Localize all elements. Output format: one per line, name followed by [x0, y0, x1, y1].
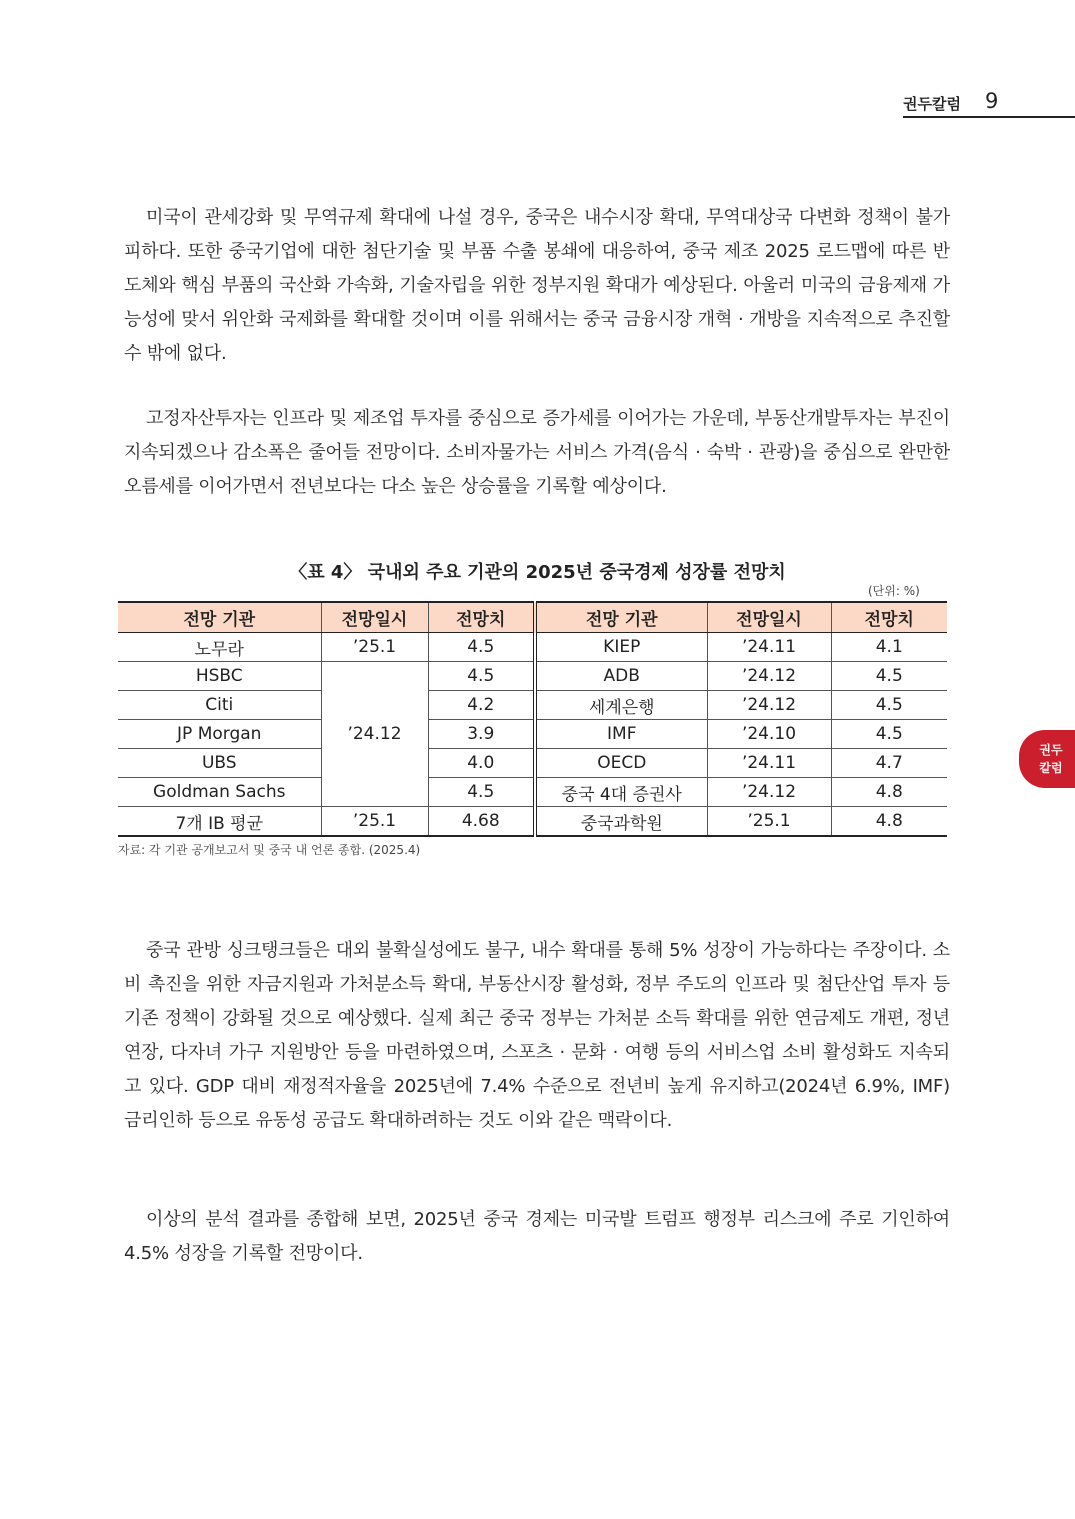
- left-org-cell: Citi: [118, 691, 321, 720]
- section-side-tab[interactable]: [1019, 730, 1075, 788]
- table-row: [118, 749, 947, 778]
- left-org-cell: HSBC: [118, 662, 321, 691]
- right-org-cell: IMF: [535, 720, 707, 749]
- right-value-cell: 4.5: [831, 691, 947, 720]
- side-tab-label-line2: 칼럼: [1039, 761, 1063, 775]
- right-date-cell: ’24.11: [707, 749, 831, 778]
- table-row: [118, 662, 947, 691]
- right-value-cell: 4.8: [831, 807, 947, 837]
- right-value-cell: 4.5: [831, 662, 947, 691]
- right-org-cell: 중국 4대 증권사: [535, 778, 707, 807]
- left-org-cell: JP Morgan: [118, 720, 321, 749]
- header-left-org: 전망 기관: [118, 602, 321, 633]
- table-row: [118, 691, 947, 720]
- table-header-row: [118, 602, 947, 633]
- header-right-date: 전망일시: [707, 602, 831, 633]
- growth-forecast-table: [118, 601, 947, 837]
- header-left-value: 전망치: [428, 602, 535, 633]
- header-right-value: 전망치: [831, 602, 947, 633]
- right-org-cell: 중국과학원: [535, 807, 707, 837]
- paragraph-trade-policy: 미국이 관세강화 및 무역규제 확대에 나설 경우, 중국은 내수시장 확대, 무역대상국 다변화 정책이 불가피하다. 또한 중국기업에 대한 첨단기술 및 부품 수출 봉쇄에 대응하여, 중국 제조 2025 로드맵에 따른 반도체와 핵심 부품의 국산화 가속화, 기술자립을 위한 정부지원 확대가 예상된다. 아울러 미국의 금융제재 가능성에 맞서 위안화 국제화를 확대할 것이며 이를 위해서는 중국 금융시장 개혁 · 개방을 지속적으로 추진할 수 밖에 없다.: [124, 207, 950, 364]
- right-org-cell: ADB: [535, 662, 707, 691]
- left-value-cell: 4.5: [428, 778, 535, 807]
- left-value-cell: 4.5: [428, 633, 535, 662]
- right-date-cell: ’24.12: [707, 778, 831, 807]
- left-value-cell: 4.68: [428, 807, 535, 837]
- right-value-cell: 4.1: [831, 633, 947, 662]
- left-date-cell: ’25.1: [321, 633, 428, 662]
- right-value-cell: 4.5: [831, 720, 947, 749]
- right-date-cell: ’25.1: [707, 807, 831, 837]
- table-source: 자료: 각 기관 공개보고서 및 중국 내 언론 종합. (2025.4): [118, 843, 421, 857]
- paragraph-think-tank-view: 중국 관방 싱크탱크들은 대외 불확실성에도 불구, 내수 확대를 통해 5% 성장이 가능하다는 주장이다. 소비 촉진을 위한 자금지원과 가처분소득 확대, 부동산시장 활성화, 정부 주도의 인프라 및 첨단산업 투자 등 기존 정책이 강화될 것으로 예상했다. 실제 최근 중국 정부는 가처분 소득 확대를 위한 연금제도 개편, 정년 연장, 다자녀 가구 지원방안 등을 마련하였으며, 스포츠 · 문화 · 여행 등의 서비스업 소비 활성화도 지속되고 있다. GDP 대비 재정적자율을 2025년에 7.4% 수준으로 전년비 높게 유지하고(2024년 6.9%, IMF) 금리인하 등으로 유동성 공급도 확대하려하는 것도 이와 같은 맥락이다.: [124, 940, 950, 1131]
- right-value-cell: 4.8: [831, 778, 947, 807]
- right-date-cell: ’24.10: [707, 720, 831, 749]
- page-header: [903, 90, 1075, 118]
- table-row: [118, 633, 947, 662]
- right-org-cell: OECD: [535, 749, 707, 778]
- right-date-cell: ’24.12: [707, 691, 831, 720]
- header-right-org: 전망 기관: [535, 602, 707, 633]
- left-org-cell: Goldman Sachs: [118, 778, 321, 807]
- right-value-cell: 4.7: [831, 749, 947, 778]
- left-org-cell: 노무라: [118, 633, 321, 662]
- table-unit: (단위: %): [868, 584, 920, 598]
- right-date-cell: ’24.11: [707, 633, 831, 662]
- table-title: 〈표 4〉 국내외 주요 기관의 2025년 중국경제 성장률 전망치: [289, 562, 786, 583]
- left-date-merged-cell: ’24.12: [321, 662, 428, 807]
- table-row: [118, 778, 947, 807]
- left-value-cell: 4.0: [428, 749, 535, 778]
- left-date-cell: ’25.1: [321, 807, 428, 837]
- right-org-cell: 세계은행: [535, 691, 707, 720]
- column-title: 권두칼럼: [903, 95, 961, 113]
- left-value-cell: 4.5: [428, 662, 535, 691]
- side-tab-label-line1: 권두: [1039, 743, 1063, 757]
- table-row: [118, 807, 947, 837]
- right-org-cell: KIEP: [535, 633, 707, 662]
- page-number: 9: [985, 89, 999, 113]
- left-value-cell: 3.9: [428, 720, 535, 749]
- right-date-cell: ’24.12: [707, 662, 831, 691]
- left-value-cell: 4.2: [428, 691, 535, 720]
- left-org-cell: UBS: [118, 749, 321, 778]
- header-left-date: 전망일시: [321, 602, 428, 633]
- paragraph-conclusion: 이상의 분석 결과를 종합해 보면, 2025년 중국 경제는 미국발 트럼프 행정부 리스크에 주로 기인하여 4.5% 성장을 기록할 전망이다.: [124, 1209, 950, 1264]
- table-row: [118, 720, 947, 749]
- paragraph-investment-prices: 고정자산투자는 인프라 및 제조업 투자를 중심으로 증가세를 이어가는 가운데, 부동산개발투자는 부진이 지속되겠으나 감소폭은 줄어들 전망이다. 소비자물가는 서비스 가격(음식 · 숙박 · 관광)을 중심으로 완만한 오름세를 이어가면서 전년보다는 다소 높은 상승률을 기록할 예상이다.: [124, 408, 950, 497]
- left-org-cell: 7개 IB 평균: [118, 807, 321, 837]
